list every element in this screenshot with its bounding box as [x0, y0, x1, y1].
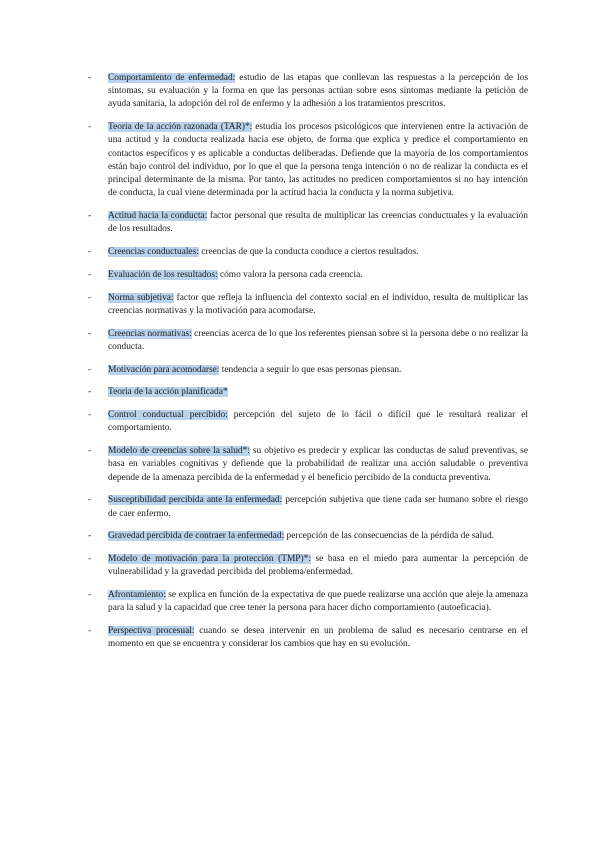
list-item	[88, 72, 528, 112]
definition-text: percepción del sujeto de lo fácil o difícil que le resultará realizar el comportamiento.	[108, 410, 528, 434]
list-item	[88, 292, 528, 318]
list-item	[88, 553, 528, 579]
list-item	[88, 364, 528, 377]
list-item	[88, 246, 528, 259]
definition-list	[88, 72, 528, 661]
list-item	[88, 530, 528, 543]
term-highlight: Afrontamiento:	[108, 590, 166, 601]
list-item	[88, 386, 528, 399]
term-highlight: Creencias conductuales:	[108, 247, 199, 258]
term-highlight: Teoría de la acción planificada*	[108, 387, 228, 398]
definition-text: se explica en función de la expectativa de que puede realizarse una acción que aleje la amenaza para la salud y la capacidad que cree tener la persona para hacer dicho comportamiento (autoeficacia).	[108, 590, 528, 614]
term-highlight: Modelo de creencias sobre la salud*:	[108, 446, 250, 457]
term-highlight: Control conductual percibido:	[108, 410, 228, 421]
term-highlight: Creencias normativas:	[108, 328, 192, 339]
list-item	[88, 625, 528, 651]
definition-text: factor que refleja la influencia del contexto social en el individuo, resulta de multiplicar las creencias normativas y la motivación para acomodarse.	[108, 292, 528, 316]
definition-text: se basa en el miedo para aumentar la percepción de vulnerabilidad y la gravedad percibida del problema/enfermedad.	[108, 554, 529, 578]
list-item	[88, 269, 528, 282]
definition-text: cómo valora la persona cada creencia.	[217, 269, 363, 280]
list-item	[88, 210, 528, 236]
list-item	[88, 121, 528, 200]
definition-text: percepción subjetiva que tiene cada ser humano sobre el riesgo de caer enfermo.	[108, 495, 528, 519]
definition-text: cuando se desea intervenir en un problema de salud es necesario centrarse en el momento en que se encuentra y considerar los cambios que hay en su evolución.	[108, 626, 528, 650]
list-item	[88, 589, 528, 615]
definition-text: percepción de las consecuencias de la pérdida de salud.	[284, 531, 495, 542]
term-highlight: Teoría de la acción razonada (TAR)*:	[108, 122, 253, 133]
term-highlight: Perspectiva procesual:	[108, 626, 195, 637]
term-highlight: Motivación para acomodarse:	[108, 364, 220, 375]
term-highlight: Comportamiento de enfermedad:	[108, 73, 236, 83]
list-item	[88, 445, 528, 485]
term-highlight: Evaluación de los resultados:	[108, 269, 218, 280]
definition-text: estudia los procesos psicológicos que intervienen entre la activación de una actitud y la conducta realizada hacia ese objeto, de forma que explica y predice el comportamiento en contactos específicos y es aplicable a conductas deliberadas. Defiende que la mayoría de los comportamientos están bajo control del individuo, por lo que el que la persona tenga intención o no de realizar la conducta es el principal determinante de la misma. Por tanto, las actitudes no predicen comportamientos si no hay intención de conducta, la cual viene determinada por la actitud hacia la conducta y la norma subjetiva.	[108, 122, 528, 199]
list-item	[88, 328, 528, 354]
term-highlight: Norma subjetiva:	[108, 292, 174, 303]
term-highlight: Susceptibilidad percibida ante la enfermedad:	[108, 495, 283, 506]
definition-text: tendencia a seguir lo que esas personas piensan.	[219, 364, 402, 375]
definition-text: creencias acerca de lo que los referentes piensan sobre si la persona debe o no realizar la conducta.	[108, 328, 528, 352]
list-item	[88, 409, 528, 435]
definition-text: su objetivo es predecir y explicar las conductas de salud preventivas, se basa en variables cognitivas y defiende que la probabilidad de realizar una acción saludable o preventiva depende de la amenaza percibida de la enfermedad y el beneficio percibido de la conducta preventiva.	[108, 446, 528, 483]
definition-text: creencias de que la conducta conduce a ciertos resultados.	[198, 247, 419, 258]
definition-text: estudio de las etapas que conllevan las respuestas a la percepción de los síntomas, su evaluación y la forma en que las personas actúan sobre esos síntomas mediante la petición de ayuda sanitaria, la adopción del rol de enfermo y la adhesión a los tratamientos prescritos.	[108, 73, 528, 110]
term-highlight: Modelo de motivación para la protección (TMP)*:	[108, 554, 311, 565]
list-item	[88, 494, 528, 520]
term-highlight: Actitud hacia la conducta:	[108, 211, 208, 222]
definition-text: factor personal que resulta de multiplicar las creencias conductuales y la evaluación de los resultados.	[108, 211, 528, 235]
term-highlight: Gravedad percibida de contraer la enfermedad:	[108, 531, 285, 542]
